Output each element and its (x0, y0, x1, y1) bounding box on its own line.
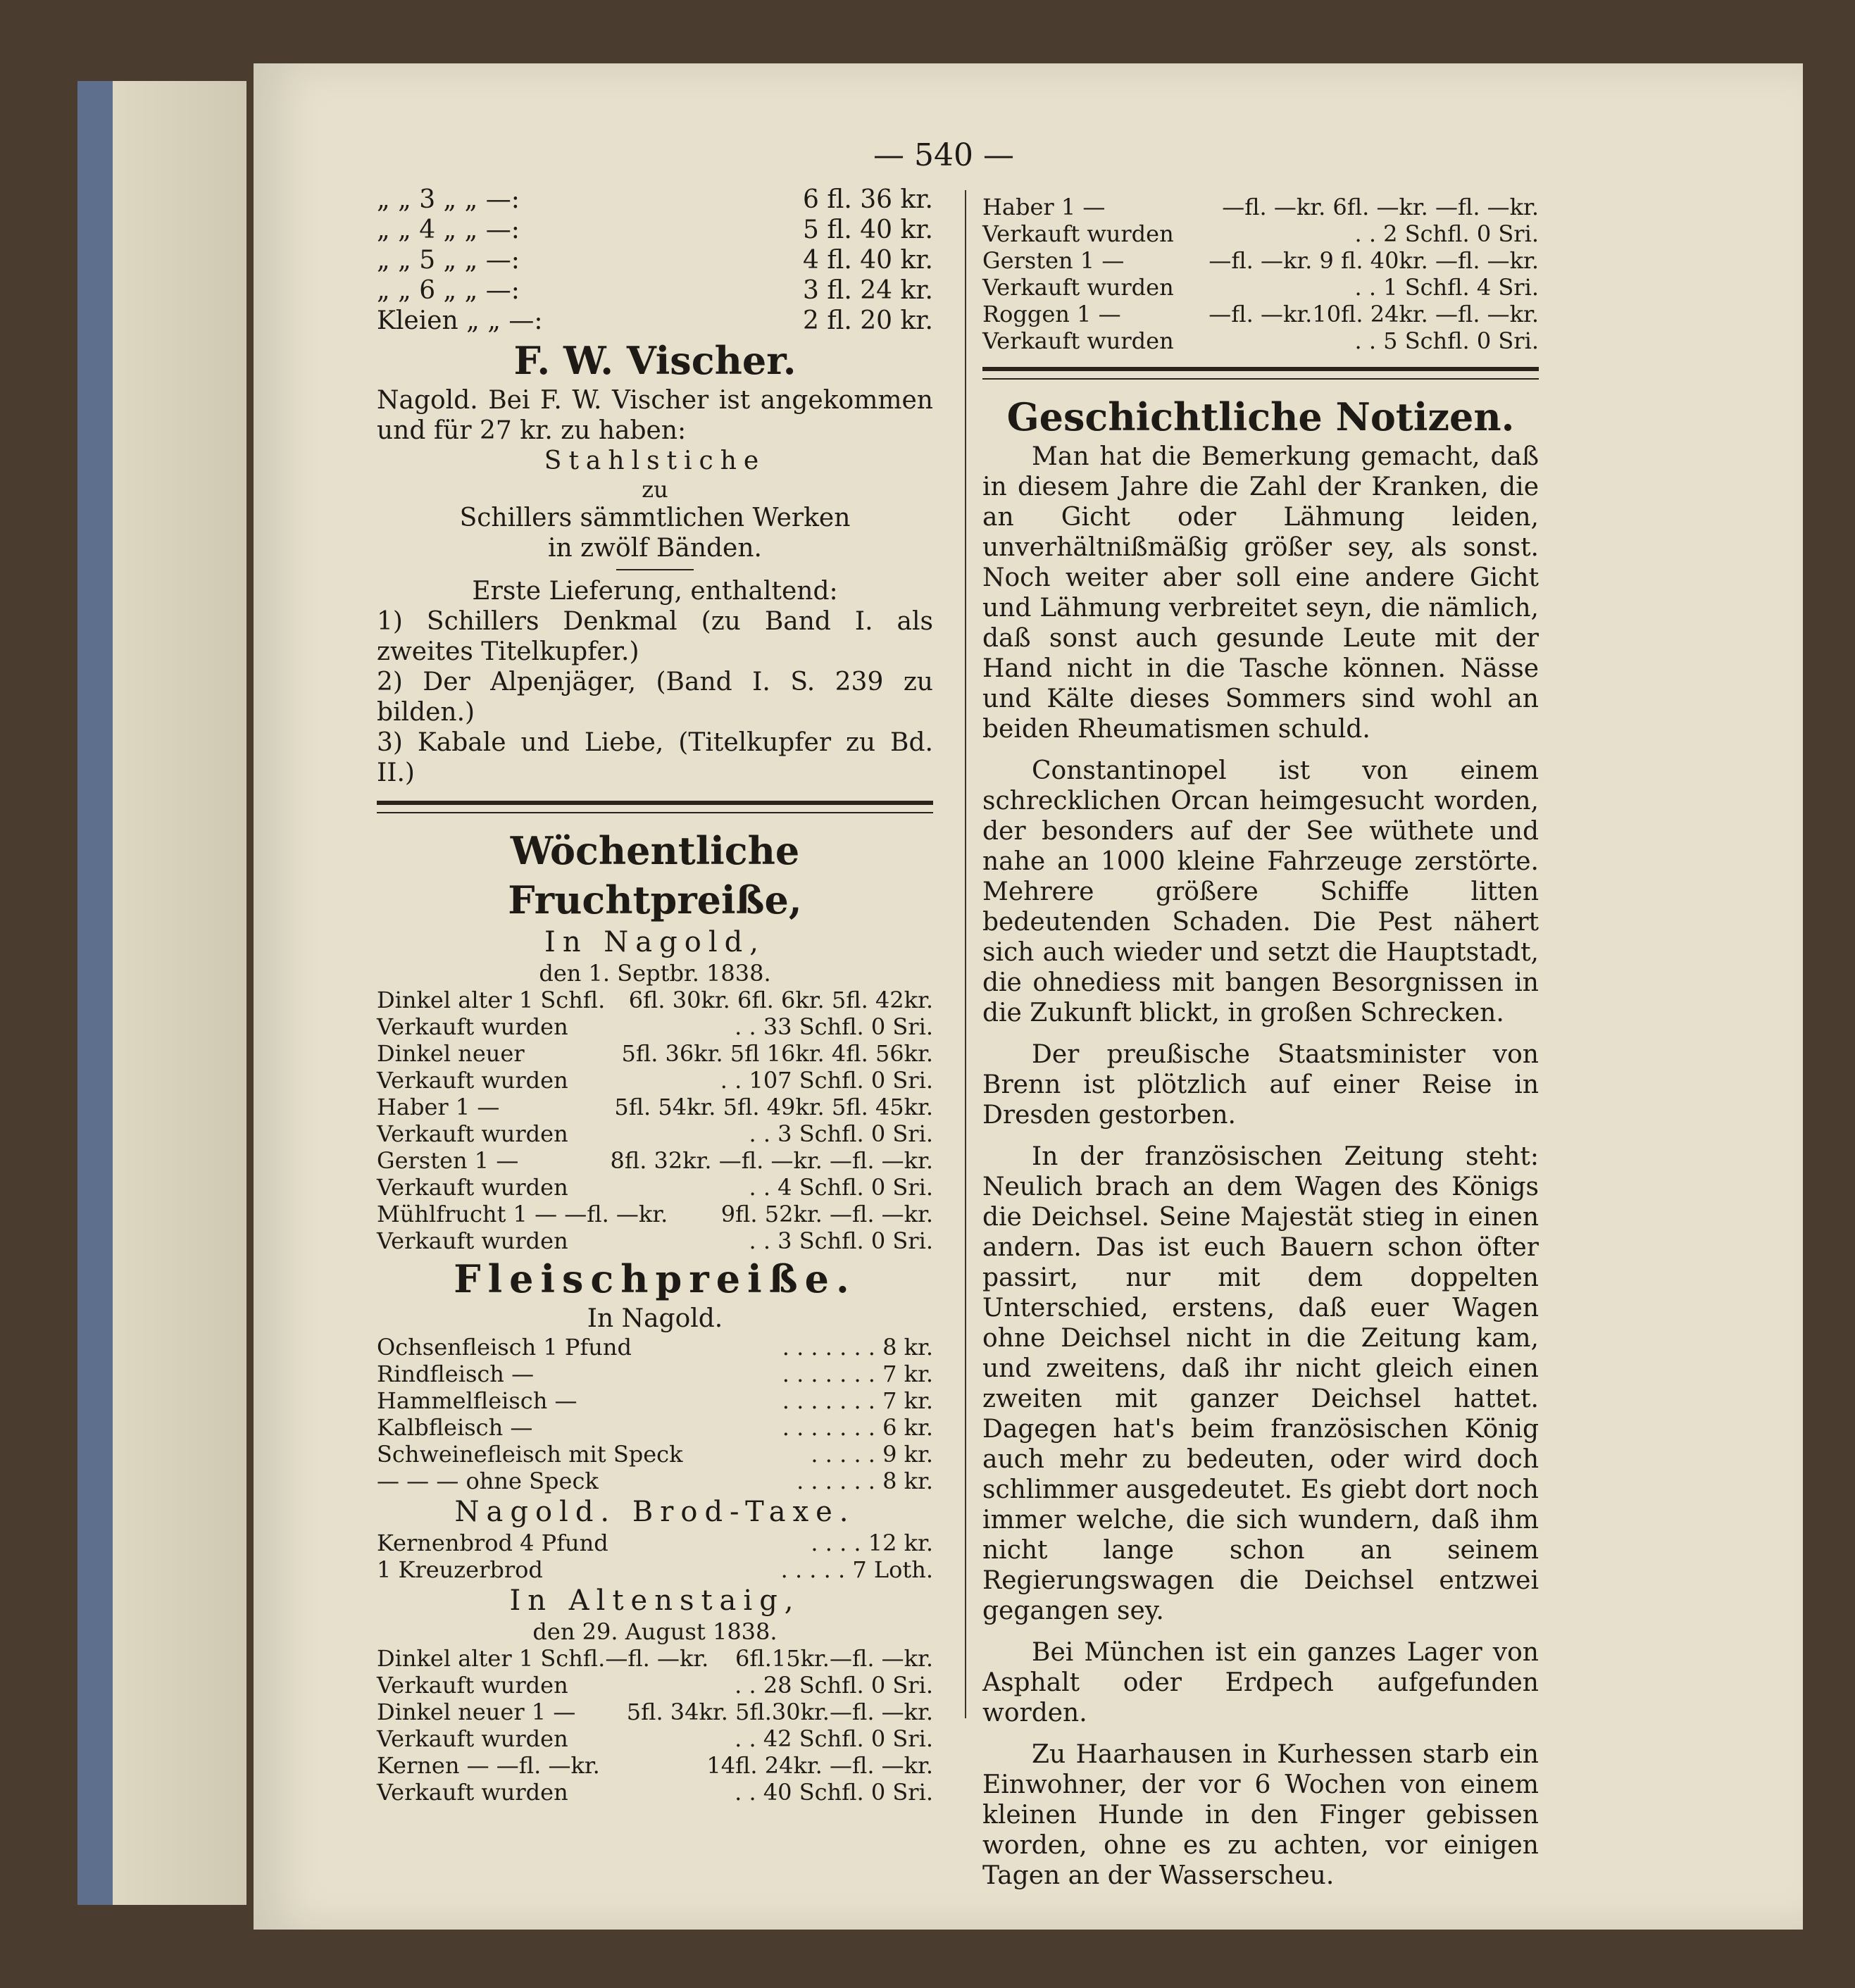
row-value: . . 42 Schfl. 0 Sri. (735, 1725, 933, 1752)
table-row (377, 1040, 933, 1067)
table-row (982, 274, 1539, 301)
row-value: . . 2 Schfl. 0 Sri. (1354, 220, 1539, 247)
ad-zu: zu (642, 476, 668, 503)
table-row (982, 247, 1539, 274)
row-value: . . 28 Schfl. 0 Sri. (735, 1672, 933, 1699)
row-value: 3 fl. 24 kr. (802, 276, 933, 305)
table-row (377, 1147, 933, 1174)
row-label: Verkauft wurden (377, 1672, 568, 1699)
left-column (377, 185, 933, 1806)
row-value: . . 3 Schfl. 0 Sri. (749, 1120, 933, 1147)
row-label: Kernenbrod 4 Pfund (377, 1530, 608, 1556)
row-label: Dinkel alter 1 Schfl.—fl. —kr. (377, 1645, 709, 1672)
row-label: Verkauft wurden (377, 1174, 568, 1201)
table-row (377, 306, 933, 336)
bread-title: Nagold. Brod-Taxe. (454, 1496, 856, 1528)
table-row (982, 301, 1539, 327)
alt-title: In Altenstaig, (509, 1584, 801, 1617)
row-label: „ „ 4 „ „ —: (377, 215, 520, 244)
fruit-date: den 1. Septbr. 1838. (539, 960, 771, 987)
row-label: Verkauft wurden (377, 1227, 568, 1254)
top-price-table (982, 194, 1539, 354)
signature: F. W. Vischer. (513, 338, 797, 383)
notes-paragraph: Zu Haarhausen in Kurhessen starb ein Einwohner, der vor 6 Wochen von einem kleinen Hunde in den Finger gebissen worden, ohne es zu achten, vor einigen Tagen an der Wasserscheu. (982, 1740, 1539, 1890)
table-row (377, 245, 933, 275)
ad-intro: Nagold. Bei F. W. Vischer ist angekommen und für 27 kr. zu haben: (377, 386, 933, 445)
row-value: 9fl. 52kr. —fl. —kr. (720, 1201, 933, 1227)
row-label: Verkauft wurden (377, 1120, 568, 1147)
row-value: 8fl. 32kr. —fl. —kr. —fl. —kr. (610, 1147, 933, 1174)
row-value: . . . . . . . 6 kr. (782, 1414, 933, 1441)
ad-items (377, 606, 933, 788)
row-value: . . 33 Schfl. 0 Sri. (735, 1013, 933, 1040)
table-row (982, 220, 1539, 247)
row-value: . . . . . 7 Loth. (780, 1556, 933, 1583)
row-value: 2 fl. 20 kr. (802, 306, 933, 335)
row-label: Mühlfrucht 1 — —fl. —kr. (377, 1201, 668, 1227)
table-row (377, 1779, 933, 1806)
row-value: . . 4 Schfl. 0 Sri. (749, 1174, 933, 1201)
row-value: —fl. —kr. 9 fl. 40kr. —fl. —kr. (1208, 247, 1539, 274)
row-label: Verkauft wurden (377, 1779, 568, 1806)
table-row (377, 1725, 933, 1752)
row-label: „ „ 5 „ „ —: (377, 246, 520, 275)
ad-delivery: Erste Lieferung, enthaltend: (472, 577, 838, 606)
bread-table (377, 1530, 933, 1583)
row-value: . . 107 Schfl. 0 Sri. (720, 1067, 933, 1094)
table-row (377, 1414, 933, 1441)
row-value: . . 3 Schfl. 0 Sri. (749, 1227, 933, 1254)
meat-title: Fleischpreiße. (454, 1256, 856, 1301)
row-label: Kernen — —fl. —kr. (377, 1752, 600, 1779)
table-row (377, 987, 933, 1013)
table-row (377, 1174, 933, 1201)
ad-item: 1) Schillers Denkmal (zu Band I. als zweites Titelkupfer.) (377, 607, 933, 666)
row-label: Verkauft wurden (377, 1725, 568, 1752)
table-row (377, 1361, 933, 1387)
row-value: . . 40 Schfl. 0 Sri. (735, 1779, 933, 1806)
table-row (377, 1530, 933, 1556)
table-row (377, 1468, 933, 1494)
table-row (377, 1699, 933, 1725)
section-rule (377, 801, 933, 813)
row-value: . . . . . . . 7 kr. (782, 1387, 933, 1414)
row-label: Dinkel neuer (377, 1040, 525, 1067)
notes-paragraph: Constantinopel ist von einem schrecklichen Orcan heimgesucht worden, der besonders auf der See wüthete und nahe an 1000 kleine Fahrzeuge zerstörte. Mehrere größere Schiffe litten bedeutenden Schaden. Die Pest nähert sich auch wieder und setzt die Hauptstadt, die ohnediess mit bangen Besorgnissen in die Zukunft blickt, in großen Schrecken. (982, 756, 1539, 1027)
row-value: . . . . . . 8 kr. (797, 1468, 933, 1494)
row-value: 5fl. 34kr. 5fl.30kr.—fl. —kr. (626, 1699, 933, 1725)
table-row (982, 194, 1539, 220)
column-divider (965, 190, 966, 1718)
page-number: — 540 — (873, 137, 1014, 173)
fruit-place: In Nagold, (544, 926, 766, 958)
fruit-table (377, 987, 933, 1254)
row-value: 6fl. 30kr. 6fl. 6kr. 5fl. 42kr. (628, 987, 933, 1013)
row-value: . . . . 12 kr. (811, 1530, 933, 1556)
row-label: Kleien „ „ —: (377, 306, 543, 335)
table-row (377, 1227, 933, 1254)
table-row (377, 1441, 933, 1468)
row-value: 5fl. 54kr. 5fl. 49kr. 5fl. 45kr. (614, 1094, 933, 1120)
row-label: Verkauft wurden (982, 274, 1174, 301)
row-value: 4 fl. 40 kr. (802, 246, 933, 275)
table-row (377, 215, 933, 245)
row-label: Dinkel alter 1 Schfl. (377, 987, 606, 1013)
row-label: Schweinefleisch mit Speck (377, 1441, 683, 1468)
table-row (377, 1094, 933, 1120)
row-label: Roggen 1 — (982, 301, 1121, 327)
row-value: 14fl. 24kr. —fl. —kr. (706, 1752, 933, 1779)
alt-date: den 29. August 1838. (532, 1618, 777, 1645)
notes-paragraphs (982, 442, 1539, 1891)
ad-item: 2) Der Alpenjäger, (Band I. S. 239 zu bilden.) (377, 668, 933, 727)
notes-paragraph: Bei München ist ein ganzes Lager von Asphalt oder Erdpech aufgefunden worden. (982, 1638, 1539, 1727)
price-lines (377, 185, 933, 336)
row-label: Kalbfleisch — (377, 1414, 533, 1441)
row-label: Verkauft wurden (377, 1067, 568, 1094)
row-value: . . 1 Schfl. 4 Sri. (1354, 274, 1539, 301)
book-edge (77, 81, 246, 1905)
row-label: Ochsenfleisch 1 Pfund (377, 1334, 632, 1361)
fruit-title: Wöchentliche Fruchtpreiße, (508, 828, 802, 923)
meat-table (377, 1334, 933, 1494)
row-value: . . . . . . . 8 kr. (782, 1334, 933, 1361)
row-label: Dinkel neuer 1 — (377, 1699, 576, 1725)
row-value: 6 fl. 36 kr. (802, 185, 933, 214)
ad-title-1: Stahlstiche (544, 446, 766, 475)
row-value: 6fl.15kr.—fl. —kr. (735, 1645, 933, 1672)
table-row (377, 1013, 933, 1040)
row-value: 5fl. 36kr. 5fl 16kr. 4fl. 56kr. (621, 1040, 933, 1067)
row-label: „ „ 3 „ „ —: (377, 185, 520, 214)
notes-title: Geschichtliche Notizen. (1006, 394, 1515, 439)
right-column (982, 194, 1539, 1902)
table-row (377, 1067, 933, 1094)
row-value: —fl. —kr. 6fl. —kr. —fl. —kr. (1222, 194, 1539, 220)
row-value: . . . . . 9 kr. (811, 1441, 933, 1468)
notes-paragraph: Man hat die Bemerkung gemacht, daß in diesem Jahre die Zahl der Kranken, die an Gicht oder Lähmung leiden, unverhältnißmäßig größer sey, als sonst. Noch weiter aber soll eine andere Gicht und Lähmung verbreitet seyn, die nämlich, daß sonst auch gesunde Leute mit der Hand nicht in die Tasche können. Nässe und Kälte dieses Sommers sind wohl an beiden Rheumatismen schuld. (982, 442, 1539, 744)
table-row (377, 275, 933, 306)
row-value: . . 5 Schfl. 0 Sri. (1354, 327, 1539, 354)
row-label: Verkauft wurden (377, 1013, 568, 1040)
table-row (377, 1387, 933, 1414)
ad-title-2: Schillers sämmtlichen Werken (459, 504, 851, 532)
section-rule (982, 367, 1539, 380)
row-label: — — — ohne Speck (377, 1468, 599, 1494)
row-label: Haber 1 — (982, 194, 1106, 220)
row-label: „ „ 6 „ „ —: (377, 276, 520, 305)
alt-table (377, 1645, 933, 1806)
notes-paragraph: Der preußische Staatsminister von Brenn ist plötzlich auf einer Reise in Dresden gestorben. (982, 1040, 1539, 1130)
row-label: Haber 1 — (377, 1094, 500, 1120)
ad-item: 3) Kabale und Liebe, (Titelkupfer zu Bd. II.) (377, 728, 933, 787)
table-row (377, 185, 933, 215)
row-label: 1 Kreuzerbrod (377, 1556, 543, 1583)
row-label: Gersten 1 — (982, 247, 1125, 274)
row-label: Verkauft wurden (982, 327, 1174, 354)
table-row (377, 1672, 933, 1699)
table-row (377, 1752, 933, 1779)
table-row (377, 1645, 933, 1672)
table-row (377, 1201, 933, 1227)
row-label: Gersten 1 — (377, 1147, 519, 1174)
table-row (377, 1556, 933, 1583)
short-rule (616, 569, 694, 570)
table-row (377, 1334, 933, 1361)
meat-place: In Nagold. (587, 1304, 723, 1333)
row-label: Hammelfleisch — (377, 1387, 577, 1414)
table-row (377, 1120, 933, 1147)
row-label: Rindfleisch — (377, 1361, 535, 1387)
row-value: 5 fl. 40 kr. (802, 215, 933, 244)
row-label: Verkauft wurden (982, 220, 1174, 247)
notes-paragraph: In der französischen Zeitung steht: Neulich brach an dem Wagen des Königs die Deichsel. Seine Majestät stieg in einen andern. Das ist euch Bauern schon öfter passirt, nur mit dem doppelten Unterschied, erstens, daß euer Wagen ohne Deichsel nicht in die Zeitung kam, und zweitens, daß ihr nicht gleich einen zweiten mit ganzer Deichsel hattet. Dagegen hat's beim französischen König auch mehr zu bedeuten, oder wird doch schlimmer ausgedeutet. Es giebt dort noch immer welche, die sich wundern, daß ihm nicht lange schon an seinem Regierungswagen die Deichsel entzwei gegangen sey. (982, 1142, 1539, 1625)
row-value: . . . . . . . 7 kr. (782, 1361, 933, 1387)
row-value: —fl. —kr.10fl. 24kr. —fl. —kr. (1208, 301, 1539, 327)
table-row (982, 327, 1539, 354)
ad-title-3: in zwölf Bänden. (548, 534, 762, 563)
